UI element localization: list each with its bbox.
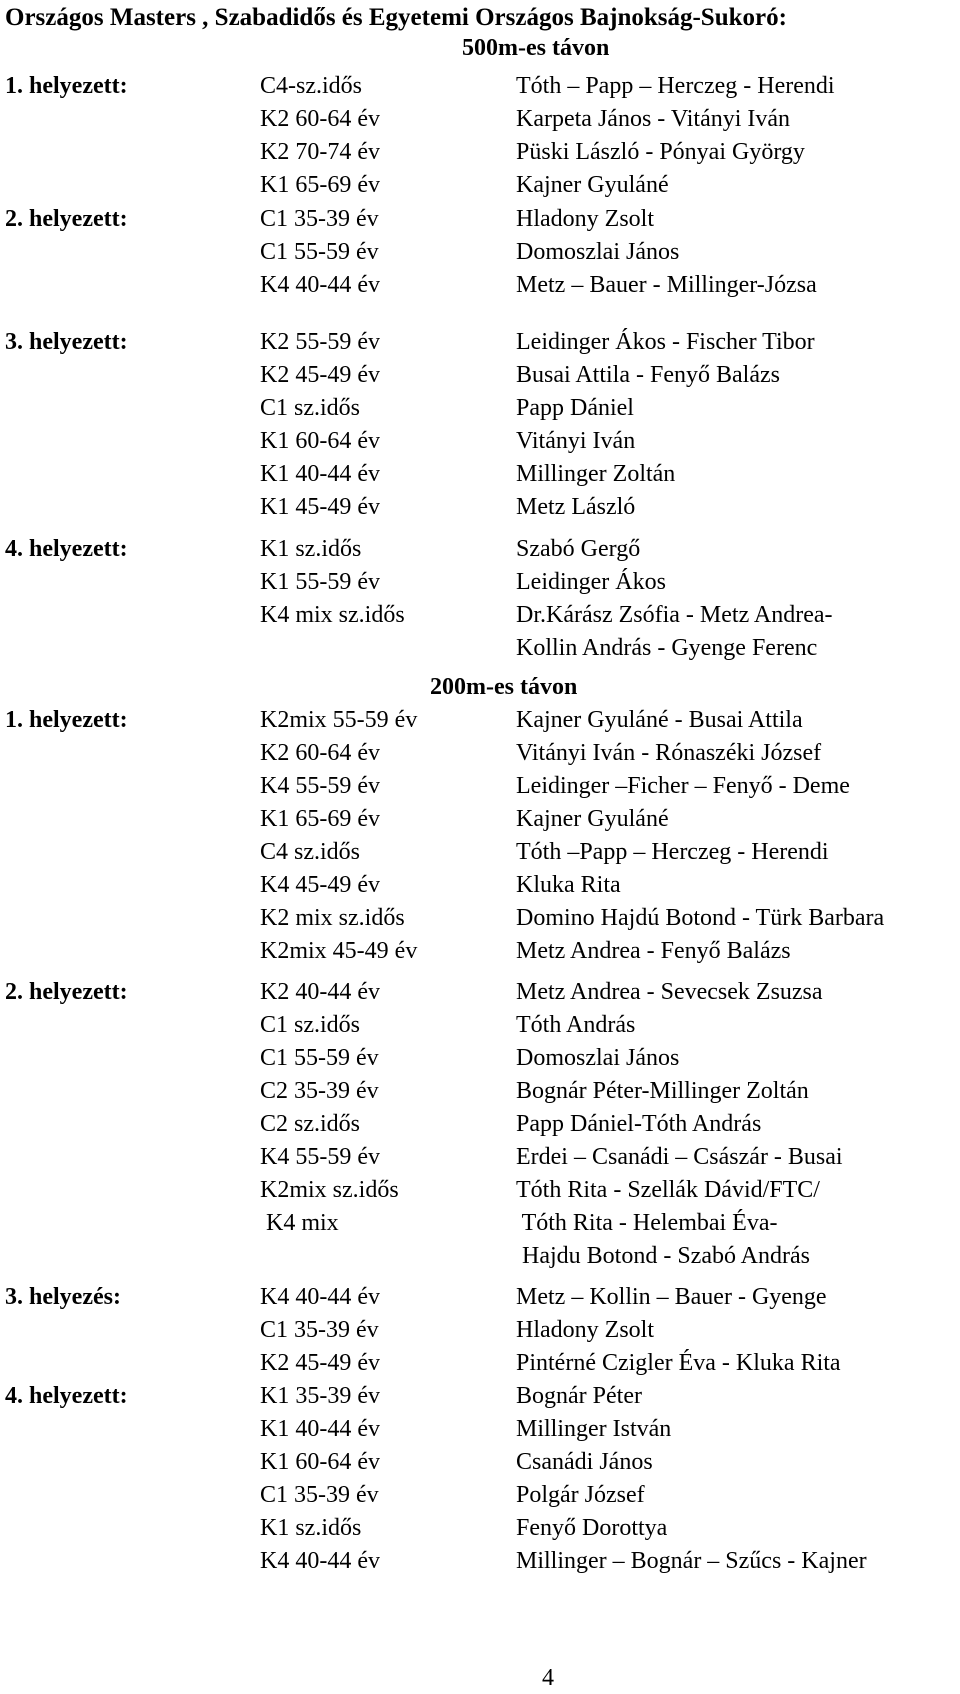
result-row xyxy=(0,103,960,136)
placement-label: 1. helyezett: xyxy=(5,73,128,99)
competitors: Vitányi Iván - Rónaszéki József xyxy=(516,740,822,766)
competitors: Millinger – Bognár – Szűcs - Kajner xyxy=(516,1548,867,1574)
competitors: Metz Andrea - Sevecsek Zsuzsa xyxy=(516,979,823,1005)
competitors: Tóth – Papp – Herczeg - Herendi xyxy=(516,73,835,99)
category: K1 60-64 év xyxy=(260,428,380,454)
competitors: Bognár Péter-Millinger Zoltán xyxy=(516,1078,809,1104)
category: K1 sz.idős xyxy=(260,536,362,562)
category: C4-sz.idős xyxy=(260,73,362,99)
competitors: Metz Andrea - Fenyő Balázs xyxy=(516,938,791,964)
result-row xyxy=(0,1314,960,1347)
category: K2 70-74 év xyxy=(260,139,380,165)
result-row xyxy=(0,599,960,632)
category: K1 40-44 év xyxy=(260,461,380,487)
result-row xyxy=(0,902,960,935)
category: K2 55-59 év xyxy=(260,329,380,355)
competitors: Tóth Rita - Szellák Dávid/FTC/ xyxy=(516,1177,820,1203)
placement-label: 3. helyezés: xyxy=(5,1284,121,1310)
result-row xyxy=(0,1240,960,1273)
competitors: Busai Attila - Fenyő Balázs xyxy=(516,362,780,388)
competitors: Tóth –Papp – Herczeg - Herendi xyxy=(516,839,829,865)
competitors: Millinger István xyxy=(516,1416,672,1442)
competitors: Millinger Zoltán xyxy=(516,461,676,487)
competitors: Leidinger Ákos - Fischer Tibor xyxy=(516,329,815,355)
result-row xyxy=(0,1446,960,1479)
result-row xyxy=(0,392,960,425)
category: K1 55-59 év xyxy=(260,569,380,595)
result-row xyxy=(0,1108,960,1141)
competitors: Erdei – Csanádi – Császár - Busai xyxy=(516,1144,843,1170)
document-title: Országos Masters , Szabadidős és Egyetemi Országos Bajnokság-Sukoró: xyxy=(5,4,787,31)
result-row xyxy=(0,1380,960,1413)
result-row xyxy=(0,770,960,803)
category: C1 35-39 év xyxy=(260,206,379,232)
competitors: Dr.Kárász Zsófia - Metz Andrea- xyxy=(516,602,833,628)
result-row xyxy=(0,704,960,737)
result-row xyxy=(0,70,960,103)
result-row xyxy=(0,976,960,1009)
competitors: Metz – Kollin – Bauer - Gyenge xyxy=(516,1284,827,1310)
category: K4 45-49 év xyxy=(260,872,380,898)
placement-label: 2. helyezett: xyxy=(5,979,128,1005)
category: C1 35-39 év xyxy=(260,1482,379,1508)
competitors: Papp Dániel-Tóth András xyxy=(516,1111,762,1137)
competitors: Fenyő Dorottya xyxy=(516,1515,668,1541)
competitors: Csanádi János xyxy=(516,1449,653,1475)
section-heading-500m: 500m-es távon xyxy=(462,35,610,61)
result-row xyxy=(0,533,960,566)
result-row xyxy=(0,1479,960,1512)
competitors: Leidinger –Ficher – Fenyő - Deme xyxy=(516,773,850,799)
competitors: Bognár Péter xyxy=(516,1383,642,1409)
result-row xyxy=(0,269,960,302)
competitors: Vitányi Iván xyxy=(516,428,636,454)
category: K4 55-59 év xyxy=(260,773,380,799)
result-row xyxy=(0,1174,960,1207)
section-heading-200m: 200m-es távon xyxy=(430,674,578,700)
result-row xyxy=(0,803,960,836)
competitors: Pintérné Czigler Éva - Kluka Rita xyxy=(516,1350,841,1376)
placement-label: 3. helyezett: xyxy=(5,329,128,355)
competitors: Tóth Rita - Helembai Éva- xyxy=(516,1210,778,1236)
result-row xyxy=(0,1281,960,1314)
result-row xyxy=(0,458,960,491)
competitors: Karpeta János - Vitányi Iván xyxy=(516,106,791,132)
category: K4 40-44 év xyxy=(260,1284,380,1310)
category: K4 40-44 év xyxy=(260,1548,380,1574)
result-row xyxy=(0,1075,960,1108)
result-row xyxy=(0,566,960,599)
placement-label: 1. helyezett: xyxy=(5,707,128,733)
result-row xyxy=(0,236,960,269)
category: K1 40-44 év xyxy=(260,1416,380,1442)
competitors: Kajner Gyuláné xyxy=(516,806,669,832)
category: K1 65-69 év xyxy=(260,172,380,198)
placement-label: 2. helyezett: xyxy=(5,206,128,232)
competitors: Kajner Gyuláné - Busai Attila xyxy=(516,707,803,733)
category: K1 sz.idős xyxy=(260,1515,362,1541)
competitors: Püski László - Pónyai György xyxy=(516,139,805,165)
competitors: Metz – Bauer - Millinger-Józsa xyxy=(516,272,817,298)
result-row xyxy=(0,935,960,968)
category: C1 55-59 év xyxy=(260,239,379,265)
competitors: Tóth András xyxy=(516,1012,636,1038)
result-row xyxy=(0,737,960,770)
category: K2 mix sz.idős xyxy=(260,905,405,931)
result-row xyxy=(0,632,960,665)
category: K2mix sz.idős xyxy=(260,1177,399,1203)
result-row xyxy=(0,1009,960,1042)
category: K4 55-59 év xyxy=(260,1144,380,1170)
category: K2mix 45-49 év xyxy=(260,938,418,964)
competitors: Kollin András - Gyenge Ferenc xyxy=(516,635,818,661)
result-row xyxy=(0,359,960,392)
category: K1 65-69 év xyxy=(260,806,380,832)
category: K2 45-49 év xyxy=(260,362,380,388)
result-row xyxy=(0,1413,960,1446)
competitors: Domoszlai János xyxy=(516,239,680,265)
result-row xyxy=(0,1141,960,1174)
category: K2 60-64 év xyxy=(260,106,380,132)
page-number: 4 xyxy=(542,1665,554,1691)
category: C1 55-59 év xyxy=(260,1045,379,1071)
competitors: Kluka Rita xyxy=(516,872,621,898)
competitors: Papp Dániel xyxy=(516,395,634,421)
category: C2 35-39 év xyxy=(260,1078,379,1104)
category: K4 40-44 év xyxy=(260,272,380,298)
category: C1 sz.idős xyxy=(260,1012,361,1038)
category: C1 sz.idős xyxy=(260,395,361,421)
result-row xyxy=(0,425,960,458)
placement-label: 4. helyezett: xyxy=(5,1383,128,1409)
category: C1 35-39 év xyxy=(260,1317,379,1343)
competitors: Metz László xyxy=(516,494,636,520)
result-row xyxy=(0,169,960,202)
category: K1 60-64 év xyxy=(260,1449,380,1475)
result-row xyxy=(0,1207,960,1240)
category: K1 35-39 év xyxy=(260,1383,380,1409)
category: C4 sz.idős xyxy=(260,839,361,865)
category: K4 mix sz.idős xyxy=(260,602,405,628)
result-row xyxy=(0,1042,960,1075)
category: K2 40-44 év xyxy=(260,979,380,1005)
competitors: Hladony Zsolt xyxy=(516,1317,654,1343)
category: K4 mix xyxy=(260,1210,339,1236)
competitors: Polgár József xyxy=(516,1482,645,1508)
competitors: Hajdu Botond - Szabó András xyxy=(516,1243,810,1269)
competitors: Domino Hajdú Botond - Türk Barbara xyxy=(516,905,885,931)
category: K1 45-49 év xyxy=(260,494,380,520)
competitors: Szabó Gergő xyxy=(516,536,641,562)
category: K2 45-49 év xyxy=(260,1350,380,1376)
result-row xyxy=(0,1545,960,1578)
result-row xyxy=(0,326,960,359)
competitors: Domoszlai János xyxy=(516,1045,680,1071)
result-row xyxy=(0,836,960,869)
category: K2 60-64 év xyxy=(260,740,380,766)
category: K2mix 55-59 év xyxy=(260,707,418,733)
category: C2 sz.idős xyxy=(260,1111,361,1137)
result-row xyxy=(0,136,960,169)
placement-label: 4. helyezett: xyxy=(5,536,128,562)
competitors: Leidinger Ákos xyxy=(516,569,666,595)
result-row xyxy=(0,491,960,524)
result-row xyxy=(0,1512,960,1545)
result-row xyxy=(0,869,960,902)
competitors: Hladony Zsolt xyxy=(516,206,654,232)
result-row xyxy=(0,1347,960,1380)
competitors: Kajner Gyuláné xyxy=(516,172,669,198)
result-row xyxy=(0,203,960,236)
